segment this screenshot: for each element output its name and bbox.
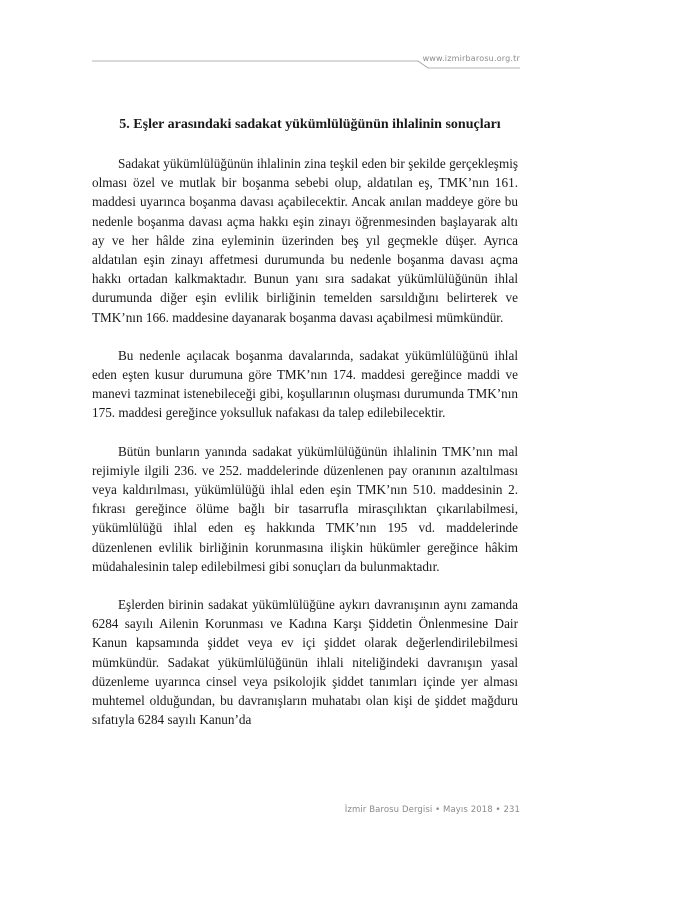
paragraph: Sadakat yükümlülüğünün ihlalinin zina teşkil eden bir şekilde gerçekleşmiş olması özel ve mutlak bir boşanma sebebi olup, aldatılan eş, TMK’nın 161. maddesi uyarınca boşanma davası açabilecektir. Ancak anılan maddeye göre bu nedenle boşanma davası açma hakkı eşin zinayı öğrenmesinden başlayarak altı ay ve her hâlde zina eyleminin üzerinden beş yıl geçmekle düşer. Ayrıca aldatılan eşin zinayı affetmesi durumunda bu nedenle boşanma davası açma hakkı ortadan kalkmaktadır. Bunun yanı sıra sadakat yükümlülüğünün ihlal durumunda diğer eşin evlilik birliğinin temelden sarsıldığını belirterek ve TMK’nın 166. maddesine dayanarak boşanma davası açabilmesi mümkündür.	[92, 156, 518, 325]
header-divider	[0, 0, 700, 80]
paragraph: Eşlerden birinin sadakat yükümlülüğüne aykırı davranışının aynı zamanda 6284 sayılı Ailenin Korunması ve Kadına Karşı Şiddetin Önlenmesine Dair Kanun kapsamında şiddet veya ev içi şiddet olarak değerlendirilebilmesi mümkündür. Sadakat yükümlülüğünün ihlali niteliğindeki davranışın yasal düzenleme uyarınca cinsel veya psikolojik şiddet tanımları içinde yer alması muhtemel olduğundan, bu davranışların muhatabı olan kişi de şiddet mağduru sıfatıyla 6284 sayılı Kanun’da	[92, 597, 518, 728]
section-title: 5. Eşler arasındaki sadakat yükümlülüğünün ihlalinin sonuçları	[119, 117, 501, 132]
footer-journal-info: İzmir Barosu Dergisi • Mayıs 2018 • 231	[344, 805, 520, 815]
header-url: www.izmirbarosu.org.tr	[422, 54, 520, 63]
page-content	[92, 115, 518, 729]
paragraph: Bütün bunların yanında sadakat yükümlülüğünün ihlalinin TMK’nın mal rejimiyle ilgili 236. ve 252. maddelerinde düzenlenen pay oranının azaltılması veya kaldırılması, yükümlülüğü ihlal eden eşin TMK’nın 510. maddesinin 2. fıkrası gereğince ölüme bağlı bir tasarrufla mirasçılıktan çıkarılabilmesi, yükümlülüğü ihlal eden eş hakkında TMK’nın 195 vd. maddelerinde düzenlenen evlilik birliğinin korunmasına ilişkin hükümler gereğince hâkim müdahalesinin talep edilebilmesi gibi sonuçları da bulunmaktadır.	[92, 443, 518, 574]
paragraph: Bu nedenle açılacak boşanma davalarında, sadakat yükümlülüğünü ihlal eden eşten kusur durumuna göre TMK’nın 174. maddesi gereğince maddi ve manevi tazminat istenebileceği gibi, koşullarının oluşması durumunda TMK’nın 175. maddesi gereğince yoksulluk nafakası da talep edilebilecektir.	[92, 347, 518, 421]
